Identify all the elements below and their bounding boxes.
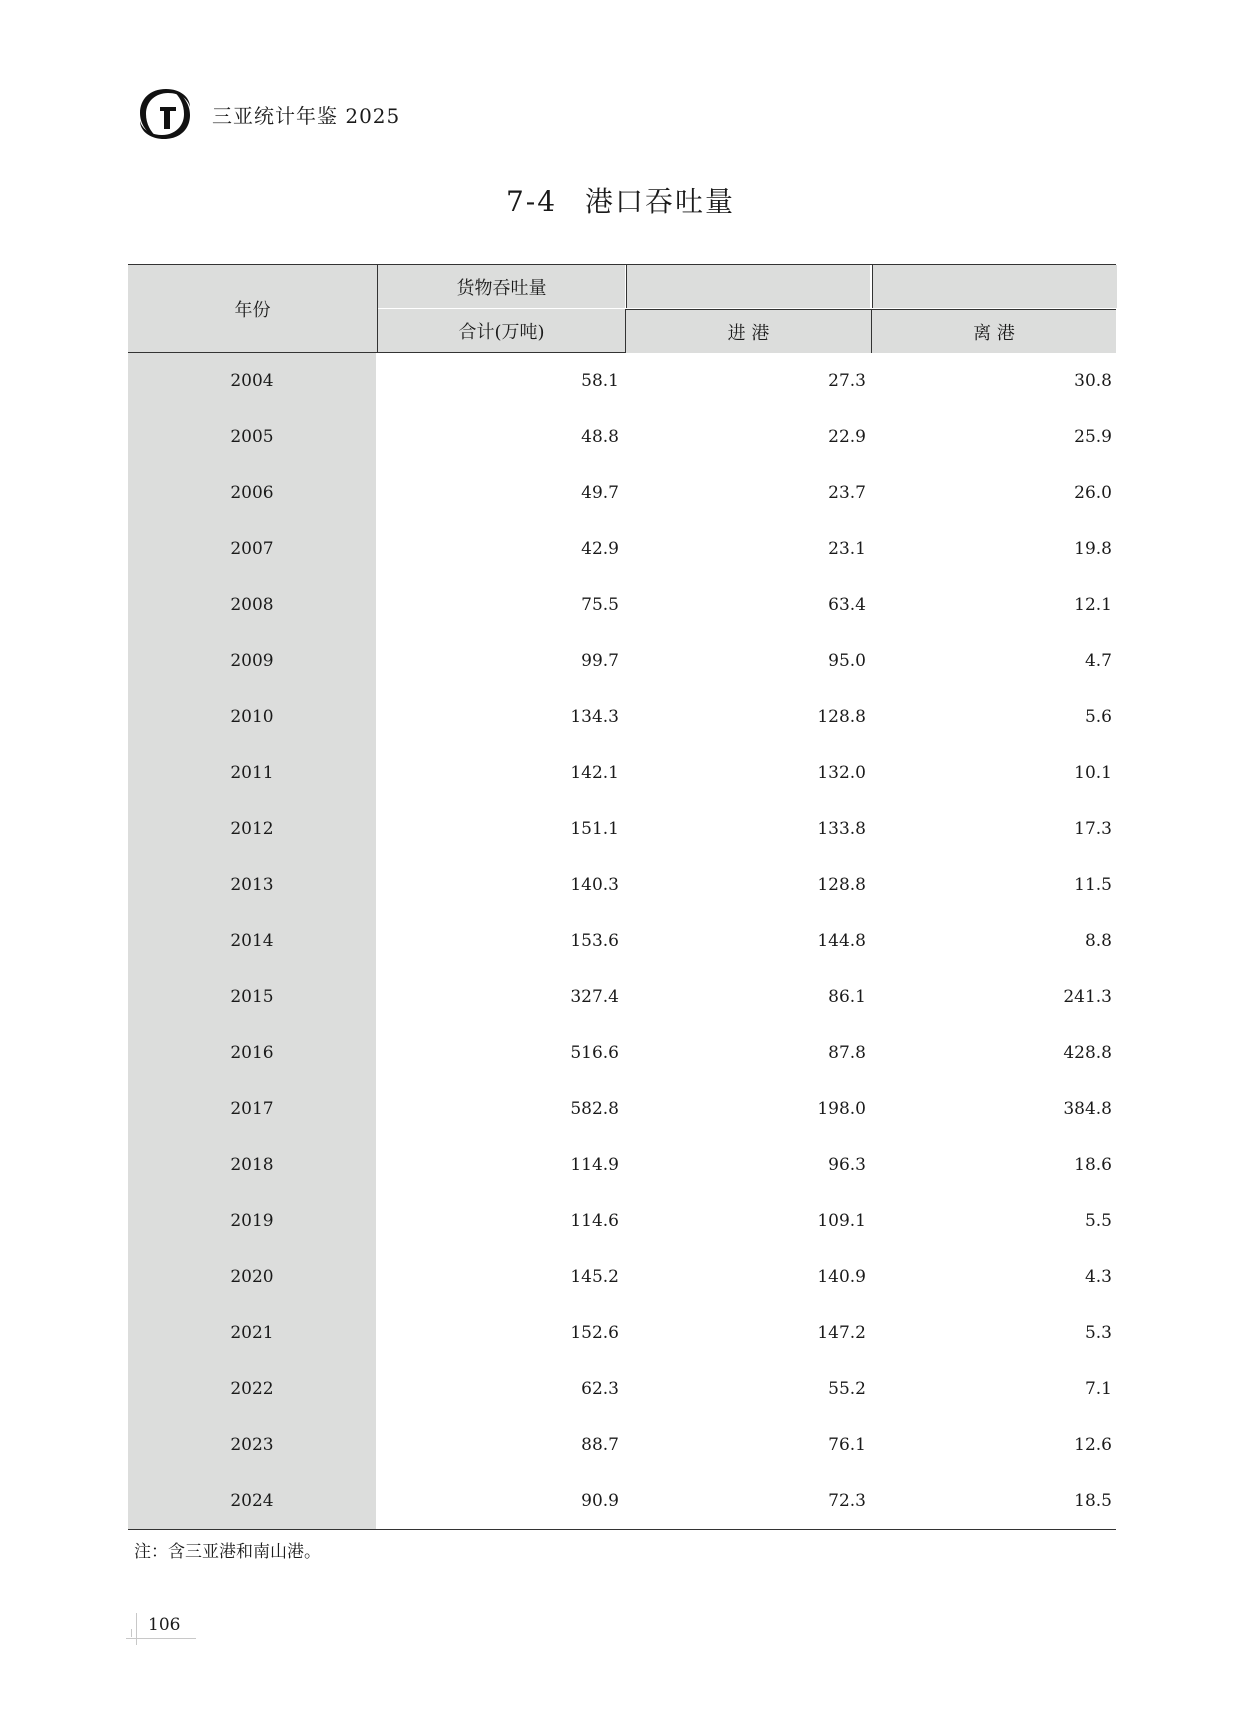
header-inbound: 进 港	[626, 309, 872, 353]
header-outbound: 离 港	[872, 309, 1116, 353]
year-cell: 2006	[230, 483, 274, 503]
table-row	[128, 1417, 1116, 1473]
table-number: 7-4	[505, 185, 558, 218]
table-row	[128, 465, 1116, 521]
table-row	[128, 857, 1116, 913]
inbound-cell: 23.1	[828, 539, 866, 559]
table-row	[128, 969, 1116, 1025]
total-cell: 62.3	[581, 1379, 619, 1399]
inbound-cell: 27.3	[828, 371, 866, 391]
total-cell: 99.7	[581, 651, 619, 671]
outbound-cell: 12.6	[1074, 1435, 1112, 1455]
inbound-cell: 76.1	[828, 1435, 866, 1455]
total-cell: 327.4	[570, 987, 619, 1007]
header-total: 合计(万吨)	[378, 309, 626, 352]
outbound-cell: 18.5	[1074, 1491, 1112, 1511]
inbound-cell: 72.3	[828, 1491, 866, 1511]
table-title-text: 港口吞吐量	[585, 185, 736, 218]
outbound-cell: 8.8	[1084, 931, 1112, 951]
table-row	[128, 1025, 1116, 1081]
port-throughput-table	[128, 264, 1116, 1530]
outbound-cell: 4.7	[1084, 651, 1112, 671]
table-row	[128, 801, 1116, 857]
header-cargo-throughput: 货物吞吐量	[378, 265, 625, 308]
year-cell: 2016	[230, 1043, 274, 1063]
table-row	[128, 1193, 1116, 1249]
page-header	[136, 84, 400, 144]
total-cell: 134.3	[570, 707, 619, 727]
table-row	[128, 633, 1116, 689]
inbound-cell: 63.4	[828, 595, 866, 615]
inbound-cell: 23.7	[828, 483, 866, 503]
outbound-cell: 25.9	[1074, 427, 1112, 447]
outbound-cell: 18.6	[1074, 1155, 1112, 1175]
outbound-cell: 4.3	[1084, 1267, 1112, 1287]
total-cell: 90.9	[581, 1491, 619, 1511]
year-cell: 2011	[230, 763, 274, 783]
table-row	[128, 1137, 1116, 1193]
outbound-cell: 384.8	[1063, 1099, 1112, 1119]
yearbook-logo-icon	[136, 85, 194, 143]
header-blank	[626, 265, 870, 308]
total-cell: 153.6	[570, 931, 619, 951]
year-cell: 2017	[230, 1099, 274, 1119]
total-cell: 42.9	[581, 539, 619, 559]
table-row	[128, 353, 1116, 409]
table-row	[128, 1305, 1116, 1361]
total-cell: 142.1	[570, 763, 619, 783]
inbound-cell: 198.0	[817, 1099, 866, 1119]
total-cell: 88.7	[581, 1435, 619, 1455]
year-cell: 2014	[230, 931, 274, 951]
table-row	[128, 913, 1116, 969]
table-row	[128, 689, 1116, 745]
year-cell: 2024	[230, 1491, 274, 1511]
total-cell: 58.1	[581, 371, 619, 391]
header-year: 年份	[128, 265, 378, 352]
year-cell: 2019	[230, 1211, 274, 1231]
inbound-cell: 87.8	[828, 1043, 866, 1063]
total-cell: 152.6	[570, 1323, 619, 1343]
header-blank	[872, 265, 1117, 308]
page-number-box	[126, 1607, 196, 1645]
year-cell: 2010	[230, 707, 274, 727]
table-body	[128, 353, 1116, 1530]
total-cell: 75.5	[581, 595, 619, 615]
total-cell: 582.8	[570, 1099, 619, 1119]
outbound-cell: 12.1	[1074, 595, 1112, 615]
year-cell: 2018	[230, 1155, 274, 1175]
page-number: 106	[148, 1615, 181, 1635]
inbound-cell: 55.2	[828, 1379, 866, 1399]
table-row	[128, 1081, 1116, 1137]
inbound-cell: 109.1	[817, 1211, 866, 1231]
outbound-cell: 19.8	[1074, 539, 1112, 559]
year-cell: 2023	[230, 1435, 274, 1455]
total-cell: 48.8	[581, 427, 619, 447]
inbound-cell: 95.0	[828, 651, 866, 671]
year-cell: 2020	[230, 1267, 274, 1287]
outbound-cell: 10.1	[1074, 763, 1112, 783]
year-cell: 2009	[230, 651, 274, 671]
total-cell: 49.7	[581, 483, 619, 503]
year-cell: 2015	[230, 987, 274, 1007]
total-cell: 151.1	[570, 819, 619, 839]
inbound-cell: 96.3	[828, 1155, 866, 1175]
table-row	[128, 521, 1116, 577]
year-cell: 2008	[230, 595, 274, 615]
table-row	[128, 409, 1116, 465]
total-cell: 516.6	[570, 1043, 619, 1063]
year-cell: 2007	[230, 539, 274, 559]
table-header	[128, 264, 1116, 353]
book-title: 三亚统计年鉴 2025	[212, 103, 401, 128]
inbound-cell: 140.9	[817, 1267, 866, 1287]
year-cell: 2013	[230, 875, 274, 895]
inbound-cell: 144.8	[817, 931, 866, 951]
inbound-cell: 133.8	[817, 819, 866, 839]
outbound-cell: 428.8	[1063, 1043, 1112, 1063]
inbound-cell: 147.2	[817, 1323, 866, 1343]
outbound-cell: 26.0	[1074, 483, 1112, 503]
table-row	[128, 1473, 1116, 1529]
outbound-cell: 5.3	[1084, 1323, 1112, 1343]
inbound-cell: 86.1	[828, 987, 866, 1007]
table-title	[0, 180, 1241, 220]
inbound-cell: 22.9	[828, 427, 866, 447]
year-cell: 2022	[230, 1379, 274, 1399]
outbound-cell: 7.1	[1084, 1379, 1112, 1399]
total-cell: 145.2	[570, 1267, 619, 1287]
page-marker-line	[136, 1613, 137, 1645]
year-cell: 2021	[230, 1323, 274, 1343]
table-row	[128, 745, 1116, 801]
inbound-cell: 128.8	[817, 875, 866, 895]
inbound-cell: 128.8	[817, 707, 866, 727]
outbound-cell: 17.3	[1074, 819, 1112, 839]
table-row	[128, 577, 1116, 633]
year-cell: 2005	[230, 427, 274, 447]
total-cell: 140.3	[570, 875, 619, 895]
page-marker-baseline	[126, 1638, 196, 1639]
inbound-cell: 132.0	[817, 763, 866, 783]
table-note: 注：含三亚港和南山港。	[134, 1542, 321, 1562]
year-cell: 2004	[230, 371, 274, 391]
outbound-cell: 11.5	[1074, 875, 1112, 895]
table-row	[128, 1361, 1116, 1417]
total-cell: 114.9	[570, 1155, 619, 1175]
table-row	[128, 1249, 1116, 1305]
year-cell: 2012	[230, 819, 274, 839]
outbound-cell: 5.5	[1084, 1211, 1112, 1231]
outbound-cell: 30.8	[1074, 371, 1112, 391]
page-marker-tick	[131, 1629, 132, 1637]
outbound-cell: 5.6	[1084, 707, 1112, 727]
total-cell: 114.6	[570, 1211, 619, 1231]
outbound-cell: 241.3	[1063, 987, 1112, 1007]
